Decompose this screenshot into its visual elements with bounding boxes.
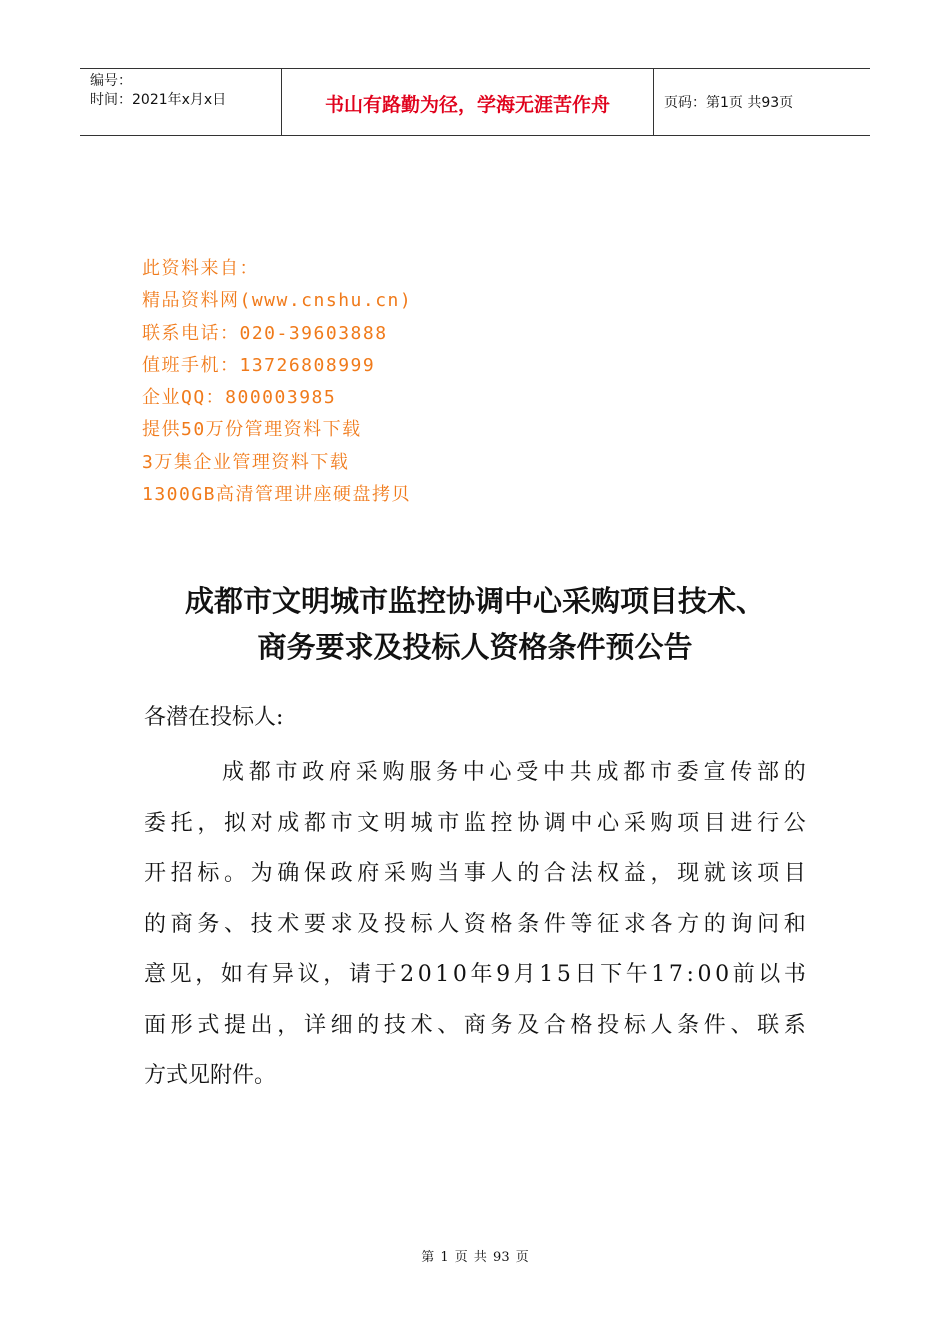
header-page-info: 页码：第1页 共93页 [664,95,794,111]
promo-line: 提供50万份管理资料下载 [142,419,362,441]
page-header [80,68,870,136]
title-line-2: 商务要求及投标人资格条件预公告 [257,630,693,664]
promo-line: 3万集企业管理资料下载 [142,451,350,473]
salutation: 各潜在投标人: [144,705,284,730]
body-line: 的 商 务 、 技 术 要 求 及 投 标 人 资 格 条 件 等 征 求 各 方 的 询 问 和 [144,911,806,937]
promo-line: 联系电话：020-39603888 [142,322,388,344]
body-line: 面 形 式 提 出 ， 详 细 的 技 术 、 商 务 及 合 格 投 标 人 条 件 、 联 系 [144,1012,806,1038]
promo-line: 值班手机：13726808999 [142,354,376,376]
title-line-1: 成都市文明城市监控协调中心采购项目技术、 [184,584,765,618]
promo-line: 企业QQ：800003985 [142,387,337,409]
document-time-label: 时间：2021年x月x日 [90,92,227,108]
promo-line: 1300GB高清管理讲座硬盘拷贝 [142,484,412,506]
body-line: 方式见附件。 [144,1063,277,1088]
body-line: 成 都 市 政 府 采 购 服 务 中 心 受 中 共 成 都 市 委 宣 传 部 的 [222,760,806,785]
body-paragraph [144,748,806,1102]
document-title [0,578,950,670]
document-number-label: 编号： [90,73,132,89]
header-meta [80,69,282,135]
body-line: 意 见 ， 如 有 异 议 ， 请 于 2 0 1 0 年 9 月 1 5 日 下 午 1 7 : 0 0 前 以 书 [144,962,806,987]
body-line: 开 招 标 。 为 确 保 政 府 采 购 当 事 人 的 合 法 权 益 ， 现 就 该 项 目 [144,861,806,886]
promo-block [142,253,412,511]
page-footer: 第 1 页 共 93 页 [421,1250,529,1265]
body-line: 委 托 ， 拟 对 成 都 市 文 明 城 市 监 控 协 调 中 心 采 购 项 目 进 行 公 [144,810,806,836]
header-motto: 书山有路勤为径，学海无涯苦作舟 [282,69,654,135]
promo-line: 精品资料网(www.cnshu.cn) [142,290,413,312]
promo-line: 此资料来自： [142,258,259,279]
